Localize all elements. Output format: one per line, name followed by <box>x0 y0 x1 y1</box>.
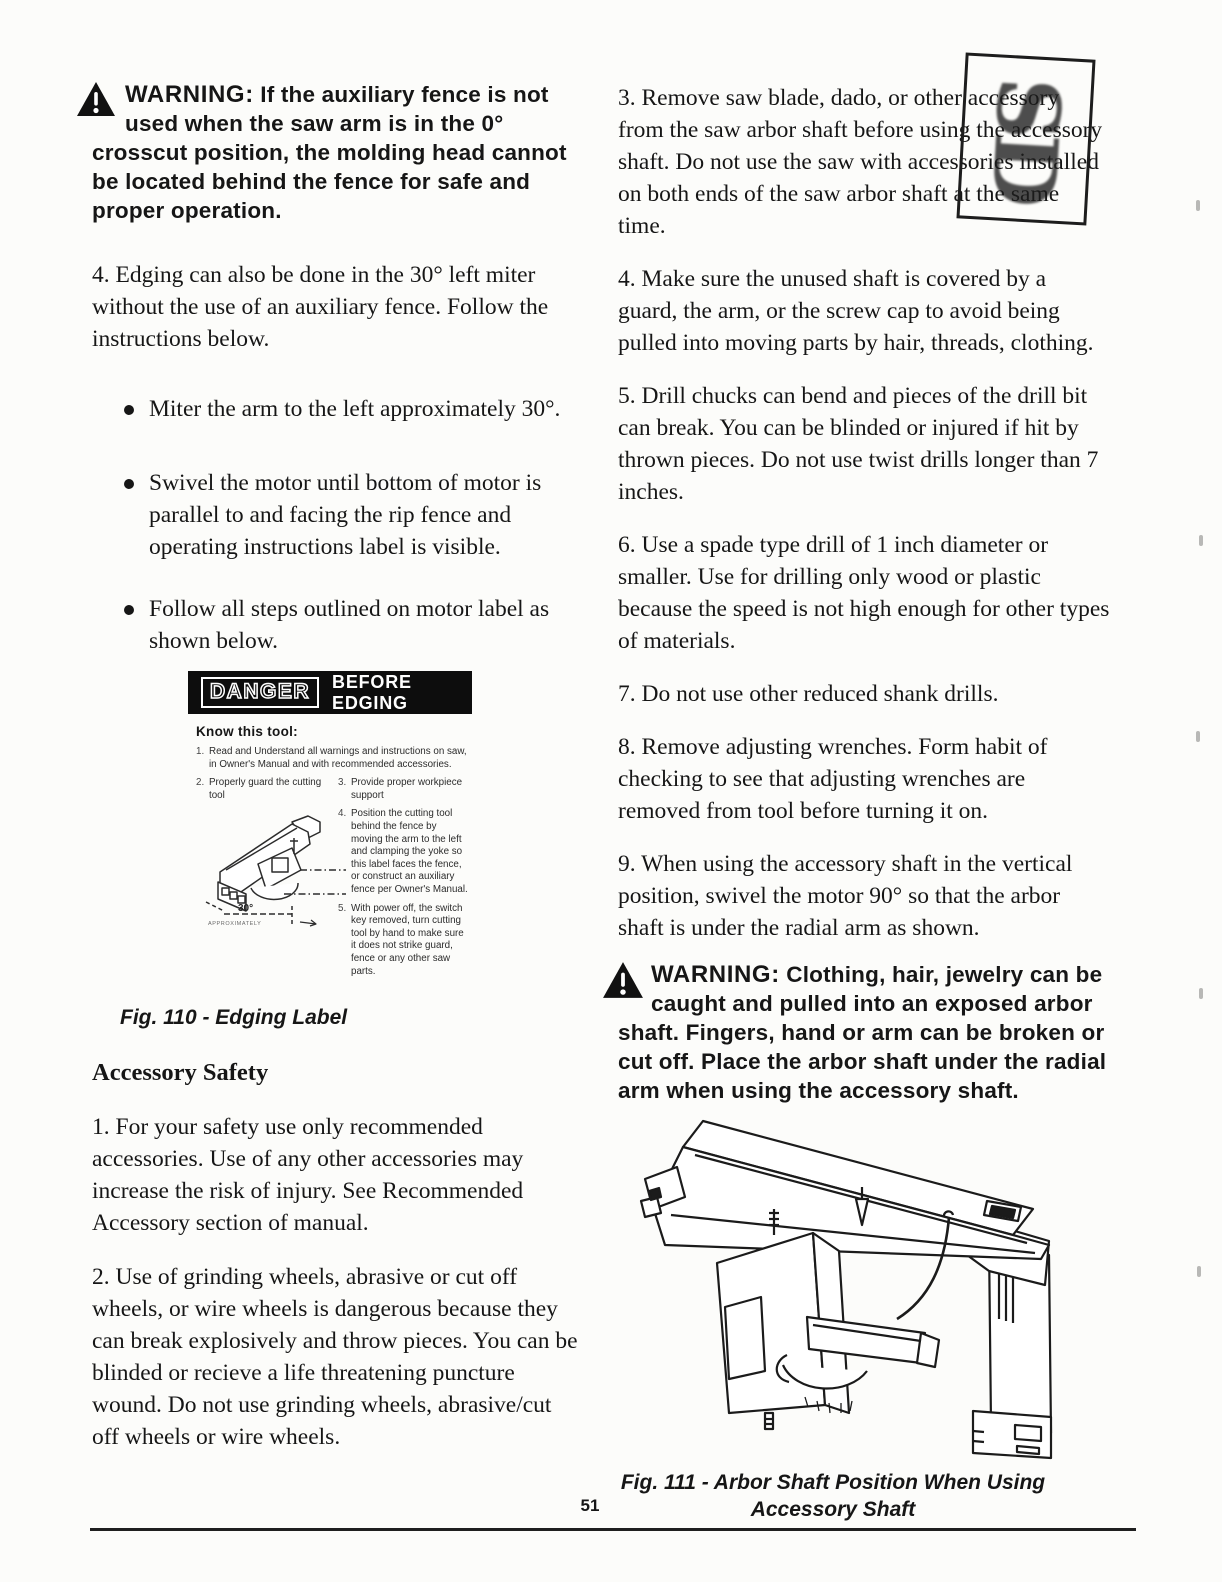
list-item <box>124 593 584 657</box>
warning-text: If the auxiliary fence is not used when the saw arm is in the 0° crosscut position, the molding head cannot be located behind the fence for safe and proper operation. <box>92 82 567 223</box>
label-item-text: Provide proper workpiece support <box>351 777 463 801</box>
fig-111-caption-line2: Accessory Shaft <box>750 1498 916 1521</box>
left-column <box>92 72 584 1453</box>
label-right-subcolumn <box>332 777 468 984</box>
bullet-text: Follow all steps outlined on motor label as shown below. <box>149 596 550 654</box>
fig-111-caption-line1: Fig. 111 - Arbor Shaft Position When Using <box>620 1471 1046 1494</box>
edging-label-figure <box>188 671 472 988</box>
step-6: 6. Use a spade type drill of 1 inch diameter or smaller. Use for drilling only wood or plastic because the speed is not high enough for other types of materials. <box>618 532 1110 654</box>
step-8: 8. Remove adjusting wrenches. Form habit of checking to see that adjusting wrenches are removed from tool before turning it on. <box>618 734 1048 824</box>
stamp-letters: SD <box>972 74 1080 204</box>
step-3: 3. Remove saw blade, dado, or other accessory from the saw arbor shaft before using the accessory shaft. Do not use the saw with accessories installed on both ends of the saw arbor shaft at the same time. <box>618 85 1103 239</box>
step-4: 4. Make sure the unused shaft is covered by a guard, the arm, or the screw cap to avoid being pulled into moving parts by hair, threads, clothing. <box>618 266 1094 356</box>
scan-artifact <box>1199 988 1203 999</box>
label-item-text: Read and Understand all warnings and instructions on saw, in Owner's Manual and with recommended accessories. <box>209 746 467 770</box>
label-item-number: 4. <box>338 808 347 820</box>
approximately-label: APPROXIMATELY <box>208 921 262 928</box>
scan-artifact <box>1196 200 1200 211</box>
label-item-number: 5. <box>338 902 347 914</box>
label-item-3 <box>338 777 468 802</box>
label-item-number: 2. <box>196 777 205 789</box>
label-item-5 <box>338 903 468 979</box>
label-item-text: Properly guard the cutting tool <box>209 777 322 801</box>
bullet-text: Miter the arm to the left approximately 30°. <box>149 396 561 422</box>
scan-artifact <box>1196 731 1200 742</box>
step-9: 9. When using the accessory shaft in the vertical position, swivel the motor 90° so that the arbor shaft is under the radial arm as shown. <box>618 851 1073 941</box>
edging-diagram <box>196 808 348 930</box>
label-left-subcolumn <box>196 777 332 984</box>
label-item-2 <box>196 777 332 802</box>
angle-label: 30° <box>238 903 254 915</box>
step-4-edging: 4. Edging can also be done in the 30° left miter without the use of an auxiliary fence. Follow the instructions below. <box>92 262 549 352</box>
list-item <box>124 467 584 563</box>
warning-paragraph-bottom <box>618 960 1110 1105</box>
know-this-tool-heading: Know this tool: <box>196 724 298 739</box>
warning-text: Clothing, hair, jewelry can be caught and pulled into an exposed arbor shaft. Fingers, hand or arm can be broken or cut off. Place the arbor shaft under the radial arm when using the accessory shaft. <box>618 962 1107 1103</box>
bullet-text: Swivel the motor until bottom of motor is parallel to and facing the rip fence and operating instructions label is visible. <box>149 470 542 560</box>
before-edging-text: BEFORE EDGING <box>332 671 412 713</box>
label-item-1 <box>196 746 468 771</box>
label-item-number: 1. <box>196 746 205 757</box>
step-5: 5. Drill chucks can bend and pieces of the drill bit can break. You can be blinded or injured if hit by thrown pieces. Do not use twist drills longer than 7 inches. <box>618 383 1099 505</box>
accessory-safety-heading: Accessory Safety <box>92 1059 269 1087</box>
scan-artifact <box>1197 1266 1201 1277</box>
warning-label: WARNING: <box>125 81 254 108</box>
danger-banner <box>188 671 472 714</box>
page-number: 51 <box>580 1496 600 1515</box>
danger-word: DANGER <box>201 677 319 708</box>
accessory-item-2: 2. Use of grinding wheels, abrasive or cut off wheels, or wire wheels is dangerous because they can break explosively and throw pieces. You can be blinded or recieve a life threatening puncture wound. Do not use grinding wheels, abrasive/cut off wheels or wire wheels. <box>92 1264 578 1451</box>
arbor-shaft-diagram <box>632 1113 1072 1463</box>
ink-stamp-artifact <box>956 53 1095 226</box>
step-7: 7. Do not use other reduced shank drills. <box>618 681 999 707</box>
danger-label-body <box>188 714 472 988</box>
fig-110-caption: Fig. 110 - Edging Label <box>120 1006 348 1030</box>
warning-paragraph-top <box>92 80 584 225</box>
label-item-text: Position the cutting tool behind the fence by moving the arm to the left and clamping the yoke so this label faces the fence, or construct an auxiliary fence per Owner's Manual. <box>351 808 468 895</box>
label-item-text: With power off, the switch key removed, turn cutting tool by hand to make sure it does not strike guard, fence or any other saw parts. <box>351 902 464 977</box>
warning-triangle-icon <box>76 81 116 117</box>
right-column <box>618 72 1110 1523</box>
accessory-item-1: 1. For your safety use only recommended accessories. Use of any other accessories may increase the risk of injury. See Recommended Accessory section of manual. <box>92 1114 524 1237</box>
warning-label: WARNING: <box>651 961 780 988</box>
footer-rule <box>90 1528 1136 1531</box>
scan-artifact <box>1199 535 1203 546</box>
label-item-number: 3. <box>338 777 347 789</box>
warning-triangle-icon <box>602 961 642 997</box>
list-item <box>124 393 584 425</box>
label-item-4 <box>338 808 468 896</box>
